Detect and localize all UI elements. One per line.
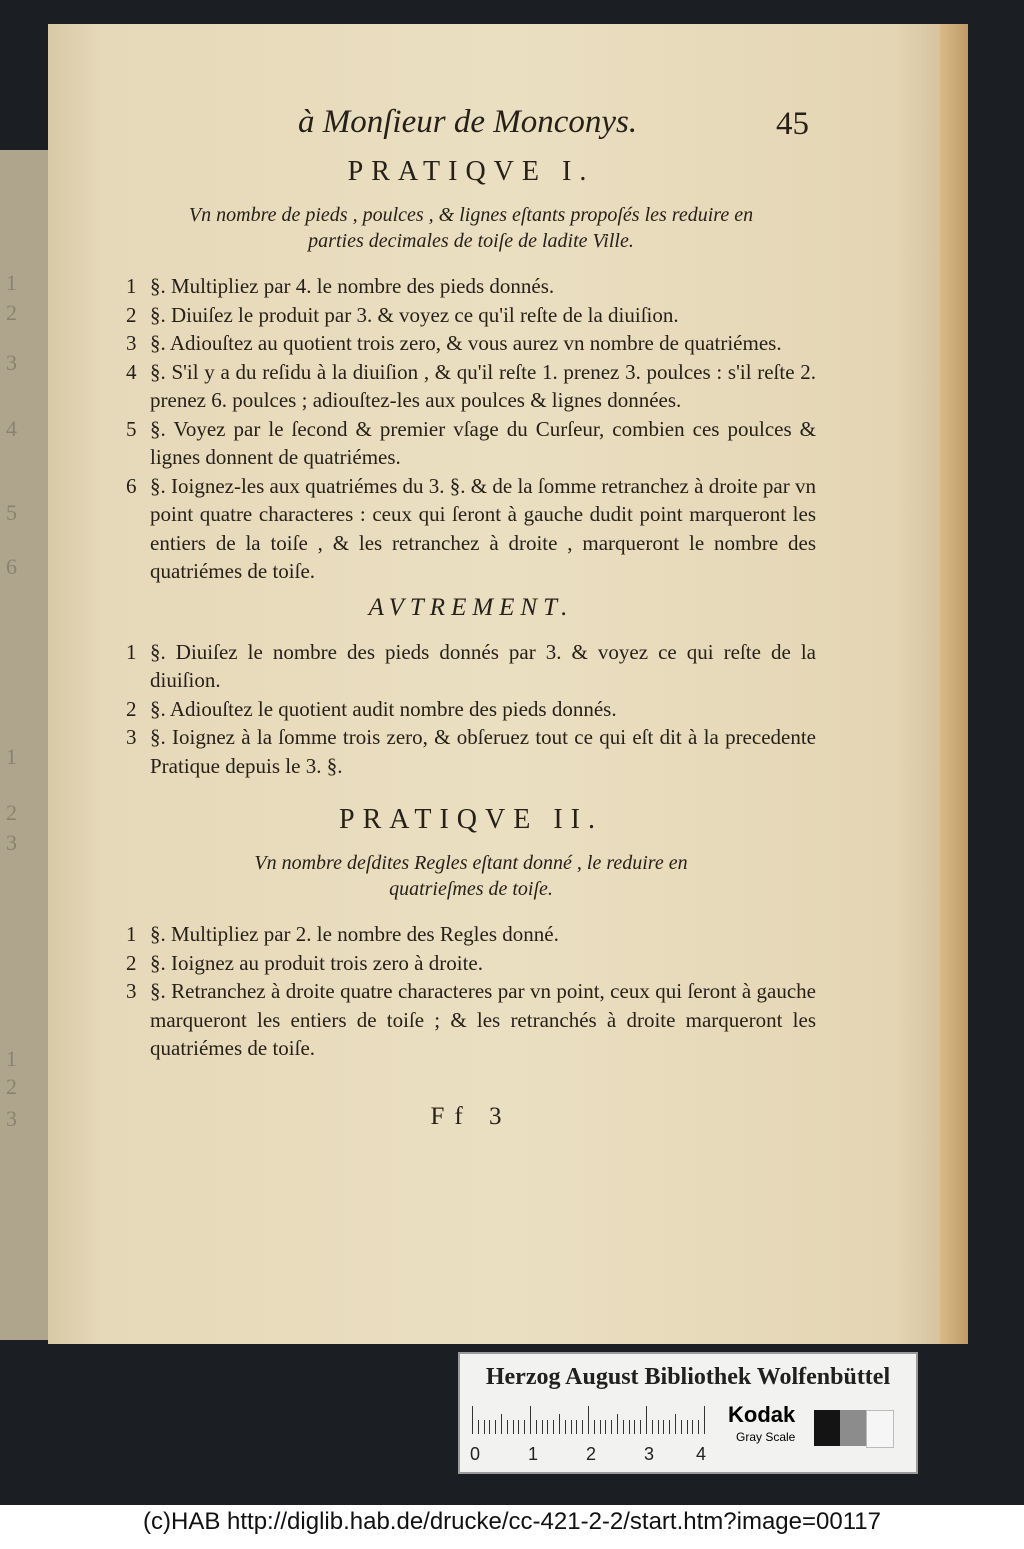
paragraph-number: 1 <box>126 274 137 298</box>
bleed-mark: 5 <box>6 500 17 525</box>
ruler-tick <box>669 1420 670 1434</box>
ruler-tick <box>692 1420 693 1434</box>
numbered-paragraph <box>126 949 816 978</box>
running-title: à Monſieur de Monconys. <box>298 104 638 140</box>
ruler-tick <box>687 1420 688 1434</box>
ruler-tick <box>571 1420 572 1434</box>
ruler-tick <box>605 1420 606 1434</box>
bleed-mark: 6 <box>6 554 17 579</box>
subtitle-line: Vn nombre de pieds , poulces , & lignes eſtants propoſés les reduire en <box>188 204 754 226</box>
paragraph-text: §. Diuiſez le nombre des pieds donnés par 3. & voyez ce qui reſte de la diuiſion. <box>150 639 816 692</box>
ruler-tick <box>658 1420 659 1434</box>
gray-patch-black <box>814 1410 840 1446</box>
ruler-digit: 1 <box>528 1444 539 1464</box>
paragraph-number: 3 <box>126 979 137 1003</box>
paragraph-number: 3 <box>126 331 137 355</box>
paragraph-text: §. Ioignez à la ſomme trois zero, & obſeruez tout ce qui eſt dit à la precedente Pratique depuis le 3. §. <box>150 725 816 778</box>
bleed-mark: 2 <box>6 300 17 325</box>
bleed-mark: 3 <box>6 830 17 855</box>
numbered-paragraph <box>126 472 816 586</box>
gray-patch-white <box>866 1410 894 1448</box>
bleed-mark: 2 <box>6 800 17 825</box>
ruler-tick <box>530 1406 531 1434</box>
paragraph-text: §. Ioignez-les aux quatriémes du 3. §. & de la ſomme retranchez à droite par vn point quatre characteres : ceux qui ſeront à gauche dudit point marqueront les entiers de la toiſe , & les retranchez à droite , marqueront le nombre des quatriémes de toiſe. <box>150 473 816 583</box>
paragraph-number: 1 <box>126 922 137 946</box>
ruler-tick <box>675 1414 676 1434</box>
bleed-mark: 2 <box>6 1074 17 1099</box>
ruler-tick <box>501 1414 502 1434</box>
numbered-paragraph <box>126 272 816 301</box>
facing-page-strip <box>0 150 48 1340</box>
ruler-tick <box>594 1420 595 1434</box>
ruler-tick <box>640 1420 641 1434</box>
subtitle-line: Vn nombre deſdites Regles eſtant donné , le reduire en <box>254 852 688 874</box>
numbered-paragraph <box>126 638 816 695</box>
ruler-tick <box>663 1420 664 1434</box>
paragraph-number: 5 <box>126 416 137 441</box>
numbered-paragraph <box>126 695 816 724</box>
ruler-tick <box>652 1420 653 1434</box>
section-title-pratique-2: PRATIQVE II. <box>339 804 603 835</box>
page-header <box>126 104 816 148</box>
numbered-paragraph <box>126 358 816 415</box>
numbered-paragraph <box>126 301 816 330</box>
bleed-mark: 4 <box>6 416 17 441</box>
paragraph-text: §. Voyez par le ſecond & premier vſage du Curſeur, combien ces poulces & lignes donnent de quatriémes. <box>150 416 816 469</box>
paragraph-number: 2 <box>126 302 137 327</box>
ruler-tick <box>629 1420 630 1434</box>
ruler-digit: 3 <box>644 1444 655 1464</box>
ruler-tick <box>704 1406 705 1434</box>
ruler-digit: 2 <box>586 1444 597 1464</box>
ruler-tick <box>681 1420 682 1434</box>
ruler-tick <box>524 1420 525 1434</box>
paragraph-text: §. Adiouſtez au quotient trois zero, & vous aurez vn nombre de quatriémes. <box>150 331 782 355</box>
ruler-digit: 0 <box>470 1444 481 1464</box>
ruler-tick <box>698 1420 699 1434</box>
ruler-tick <box>547 1420 548 1434</box>
paragraph-text: §. Diuiſez le produit par 3. & voyez ce qu'il reſte de la diuiſion. <box>150 302 679 327</box>
ruler-tick <box>542 1420 543 1434</box>
page-edge <box>940 24 968 1344</box>
ruler-tick <box>623 1420 624 1434</box>
paragraph-number: 4 <box>126 359 137 384</box>
ruler-tick <box>507 1420 508 1434</box>
ruler-tick <box>582 1420 583 1434</box>
paragraph-text: §. Multipliez par 2. le nombre des Regles donné. <box>150 922 559 946</box>
subtitle-line: quatrieſmes de toiſe. <box>389 878 553 900</box>
pratique-2-paragraphs <box>126 920 816 1063</box>
signature-mark: Ff 3 <box>430 1102 512 1130</box>
scale-ruler <box>472 1404 712 1444</box>
bleed-mark: 1 <box>6 270 17 295</box>
gray-patch-mid <box>840 1410 866 1446</box>
ruler-digit: 4 <box>696 1444 707 1464</box>
ruler-tick <box>536 1420 537 1434</box>
paragraph-text: §. Retranchez à droite quatre characteres par vn point, ceux qui ſeront à gauche marqueront les entiers de toiſe ; & les retranchés à droite marqueront les quatriémes de toiſe. <box>150 979 816 1060</box>
ruler-tick <box>611 1420 612 1434</box>
ruler-tick <box>634 1420 635 1434</box>
numbered-paragraph <box>126 977 816 1063</box>
numbered-paragraph <box>126 329 816 358</box>
numbered-paragraph <box>126 723 816 780</box>
ruler-tick <box>518 1420 519 1434</box>
ruler-tick <box>495 1420 496 1434</box>
pratique-1-paragraphs <box>126 272 816 586</box>
ruler-tick <box>489 1420 490 1434</box>
section-subtitle <box>126 202 816 254</box>
page-number: 45 <box>776 106 809 142</box>
paragraph-text: §. Multipliez par 4. le nombre des pieds donnés. <box>150 274 555 298</box>
kodak-logo: Kodak <box>728 1402 796 1427</box>
library-name: Herzog August Bibliothek Wolfenbüttel <box>485 1364 891 1390</box>
ruler-tick <box>478 1420 479 1434</box>
ruler-tick <box>588 1406 589 1434</box>
numbered-paragraph <box>126 920 816 949</box>
paragraph-text: §. S'il y a du reſidu à la diuiſion , & qu'il reſte 1. prenez 3. poulces : s'il reſte 2. prenez 6. poulces ; adiouſtez-les aux poulces & lignes données. <box>150 359 816 412</box>
paragraph-text: §. Ioignez au produit trois zero à droite. <box>150 950 483 975</box>
paragraph-number: 2 <box>126 696 137 721</box>
ruler-tick <box>646 1406 647 1434</box>
bleed-mark: 1 <box>6 1046 17 1071</box>
section-subtitle <box>126 850 816 902</box>
autrement-paragraphs <box>126 638 816 781</box>
ruler-tick <box>513 1420 514 1434</box>
numbered-paragraph <box>126 415 816 472</box>
ruler-tick <box>600 1420 601 1434</box>
section-title-pratique-1: PRATIQVE I. <box>347 156 595 187</box>
color-calibration-card <box>458 1352 918 1474</box>
ruler-tick <box>553 1420 554 1434</box>
ruler-tick <box>565 1420 566 1434</box>
paragraph-text: §. Adiouſtez le quotient audit nombre des pieds donnés. <box>150 696 617 721</box>
paragraph-number: 1 <box>126 639 137 664</box>
bleed-mark: 3 <box>6 350 17 375</box>
paragraph-number: 3 <box>126 725 137 749</box>
ruler-tick <box>472 1406 473 1434</box>
book-page <box>48 24 968 1344</box>
bleed-mark: 3 <box>6 1106 17 1131</box>
ruler-tick <box>576 1420 577 1434</box>
subtitle-line: parties decimales de toiſe de ladite Ville. <box>308 230 634 252</box>
bleed-mark: 1 <box>6 744 17 769</box>
section-title-autrement: AVTREMENT. <box>368 593 574 621</box>
ruler-tick <box>617 1414 618 1434</box>
page-content <box>126 104 816 1131</box>
gray-scale-label: Gray Scale <box>736 1430 796 1444</box>
ruler-tick <box>484 1420 485 1434</box>
ruler-tick <box>559 1414 560 1434</box>
source-url-footer: (c)HAB http://diglib.hab.de/drucke/cc-421-2-2/start.htm?image=00117 <box>143 1508 881 1535</box>
paragraph-number: 6 <box>126 473 137 498</box>
paragraph-number: 2 <box>126 950 137 975</box>
